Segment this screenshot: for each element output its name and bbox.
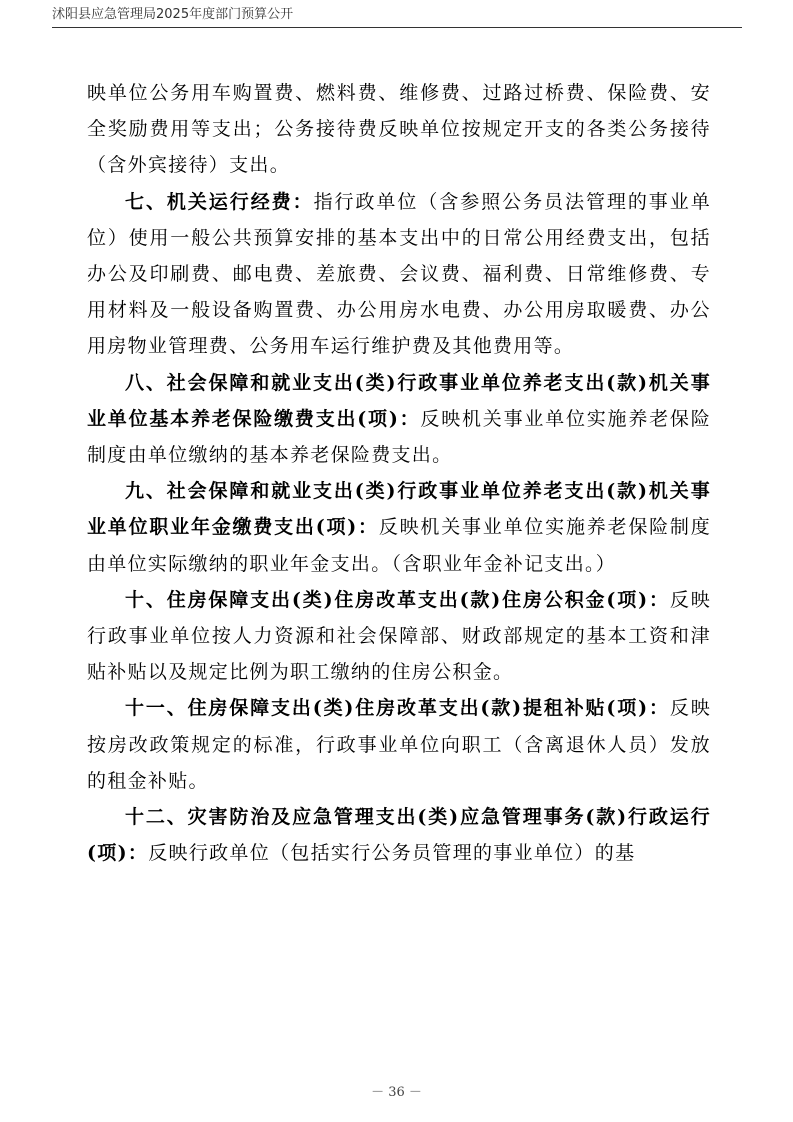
- paragraph-body: 反映机关事业单位实施养老保险制度由单位缴纳的基本养老保险费支出。: [87, 407, 711, 467]
- paragraph-continuation: [87, 75, 711, 184]
- section-heading: 九、社会保障和就业支出(类)行政事业单位养老支出(款)机关事业单位职业年金缴费支出(项)：: [87, 480, 711, 539]
- paragraph-body: 反映机关事业单位实施养老保险制度由单位实际缴纳的职业年金支出。（含职业年金补记支出。）: [87, 516, 711, 575]
- section-heading: 十二、灾害防治及应急管理支出(类)应急管理事务(款)行政运行(项)：: [87, 806, 711, 865]
- paragraph-section-12: [87, 799, 711, 871]
- page-header: 沭阳县应急管理局2025年度部门预算公开: [52, 6, 742, 28]
- paragraph-section-10: [87, 582, 711, 691]
- paragraph-body: 指行政单位（含参照公务员法管理的事业单位）使用一般公共预算安排的基本支出中的日常公用经费支出，包括办公及印刷费、邮电费、差旅费、会议费、福利费、日常维修费、专用材料及一般设备购置费、办公用房水电费、办公用房取暖费、办公用房物业管理费、公务用车运行维护费及其他费用等。: [87, 190, 712, 358]
- paragraph-section-7: [87, 184, 711, 365]
- paragraph-section-9: [87, 473, 711, 582]
- document-body: [87, 75, 711, 871]
- section-heading: 七、机关运行经费：: [125, 190, 314, 213]
- page-number: － 36 －: [371, 1085, 422, 1100]
- paragraph-section-11: [87, 690, 711, 799]
- paragraph-body: 反映按房改政策规定的标准，行政事业单位向职工（含离退休人员）发放的租金补贴。: [87, 697, 712, 792]
- section-heading: 十一、住房保障支出(类)住房改革支出(款)提租补贴(项)：: [125, 697, 670, 720]
- paragraph-body: 映单位公务用车购置费、燃料费、维修费、过路过桥费、保险费、安全奖励费用等支出；公务接待费反映单位按规定开支的各类公务接待（含外宾接待）支出。: [87, 82, 711, 177]
- section-heading: 八、社会保障和就业支出(类)行政事业单位养老支出(款)机关事业单位基本养老保险缴费支出(项)：: [87, 371, 711, 430]
- paragraph-body: 反映行政事业单位按人力资源和社会保障部、财政部规定的基本工资和津贴补贴以及规定比例为职工缴纳的住房公积金。: [87, 588, 712, 684]
- paragraph-section-8: [87, 365, 711, 474]
- paragraph-body: 反映行政单位（包括实行公务员管理的事业单位）的基: [148, 842, 636, 865]
- section-heading: 十、住房保障支出(类)住房改革支出(款)住房公积金(项)：: [125, 588, 670, 611]
